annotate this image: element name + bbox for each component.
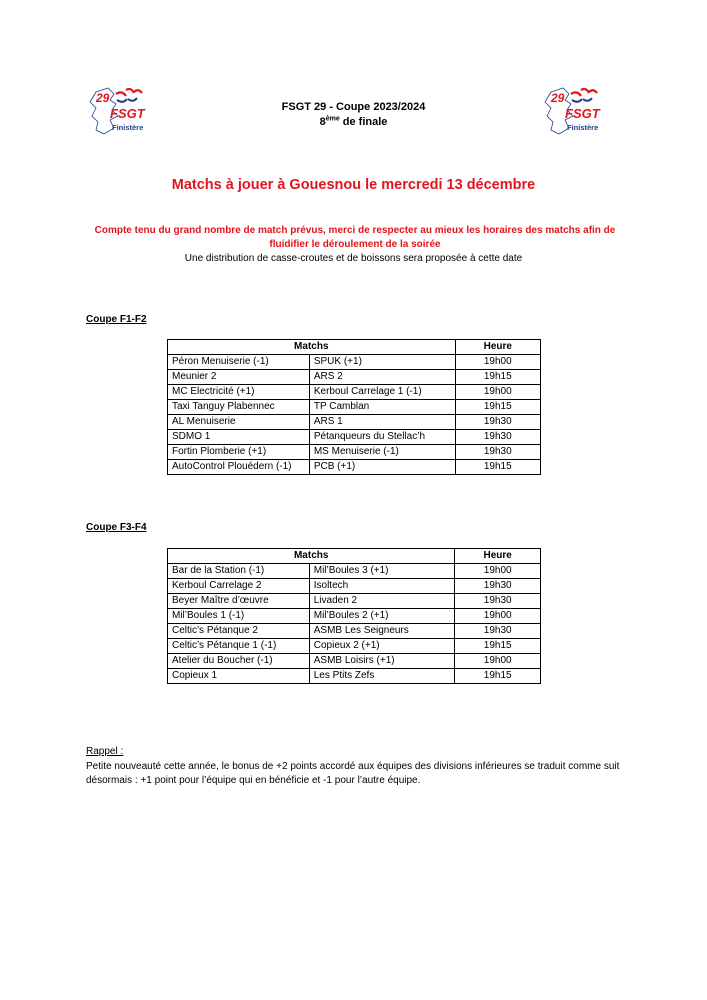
team-away-cell: Mil’Boules 2 (+1): [309, 609, 455, 624]
time-cell: 19h30: [455, 579, 541, 594]
time-cell: 19h30: [455, 445, 540, 460]
cup-f1-f2-table: [167, 339, 541, 475]
team-away-cell: ASMB Les Seigneurs: [309, 624, 455, 639]
table-row: [168, 415, 541, 430]
team-away-cell: Copieux 2 (+1): [309, 639, 455, 654]
team-home-cell: Beyer Maître d’œuvre: [168, 594, 310, 609]
heure-header: Heure: [455, 549, 541, 564]
time-cell: 19h00: [455, 609, 541, 624]
table-row: [168, 400, 541, 415]
team-home-cell: Bar de la Station (-1): [168, 564, 310, 579]
table-row: [168, 564, 541, 579]
team-away-cell: ARS 1: [309, 415, 455, 430]
time-cell: 19h00: [455, 654, 541, 669]
table-row: [168, 594, 541, 609]
table-row: [168, 370, 541, 385]
time-cell: 19h30: [455, 430, 540, 445]
team-away-cell: Kerboul Carrelage 1 (-1): [309, 385, 455, 400]
table-row: [168, 355, 541, 370]
table-header-row: [168, 549, 541, 564]
table-row: [168, 445, 541, 460]
time-cell: 19h30: [455, 624, 541, 639]
reminder-text: Petite nouveauté cette année, le bonus de +2 points accordé aux équipes des divisions inférieures se traduit comme suit désormais : +1 point pour l’équipe qui en bénéficie et -1 pour l’autre équipe.: [86, 760, 620, 786]
heure-header: Heure: [455, 340, 540, 355]
team-home-cell: Celtic’s Pétanque 2: [168, 624, 310, 639]
reminder-block: [86, 745, 626, 789]
table-row: [168, 654, 541, 669]
svg-text:FSGT: FSGT: [110, 106, 145, 121]
cup-f1-f2-title: Coupe F1-F2: [86, 314, 147, 325]
team-home-cell: Péron Menuiserie (-1): [168, 355, 310, 370]
food-note: Une distribution de casse-croutes et de boissons sera proposée à cette date: [184, 253, 523, 264]
svg-text:Finistère: Finistère: [112, 123, 144, 132]
svg-text:29: 29: [551, 91, 565, 105]
time-cell: 19h15: [455, 639, 541, 654]
team-home-cell: Taxi Tanguy Plabennec: [168, 400, 310, 415]
team-away-cell: SPUK (+1): [309, 355, 455, 370]
team-home-cell: Celtic’s Pétanque 1 (-1): [168, 639, 310, 654]
team-away-cell: ASMB Loisirs (+1): [309, 654, 455, 669]
header-title: FSGT 29 - Coupe 2023/2024: [281, 101, 426, 113]
team-away-cell: TP Camblan: [309, 400, 455, 415]
round-label: de finale: [339, 116, 388, 128]
team-home-cell: MC Electricité (+1): [168, 385, 310, 400]
table-row: [168, 579, 541, 594]
round-superscript: ème: [325, 115, 340, 123]
table-row: [168, 385, 541, 400]
cup-f3-f4-title: Coupe F3-F4: [86, 522, 147, 533]
team-away-cell: Mil’Boules 3 (+1): [309, 564, 455, 579]
matchs-header: Matchs: [168, 549, 455, 564]
table-row: [168, 430, 541, 445]
team-home-cell: SDMO 1: [168, 430, 310, 445]
time-cell: 19h30: [455, 415, 540, 430]
time-cell: 19h30: [455, 594, 541, 609]
team-away-cell: PCB (+1): [309, 460, 455, 475]
matchs-header: Matchs: [168, 340, 456, 355]
header-round: [200, 115, 507, 130]
time-cell: 19h15: [455, 460, 540, 475]
time-cell: 19h00: [455, 564, 541, 579]
cup-f3-f4-rows: [168, 564, 541, 684]
schedule-notice: Compte tenu du grand nombre de match prévus, merci de respecter au mieux les horaires des matchs afin de fluidifier le déroulement de la soirée: [94, 225, 616, 250]
team-home-cell: Kerboul Carrelage 2: [168, 579, 310, 594]
table-row: [168, 624, 541, 639]
team-home-cell: Mil’Boules 1 (-1): [168, 609, 310, 624]
team-away-cell: Isoltech: [309, 579, 455, 594]
team-home-cell: AutoControl Plouédern (-1): [168, 460, 310, 475]
table-row: [168, 460, 541, 475]
time-cell: 19h15: [455, 370, 540, 385]
team-away-cell: Les Ptits Zefs: [309, 669, 455, 684]
svg-text:FSGT: FSGT: [565, 106, 600, 121]
svg-text:29: 29: [96, 91, 110, 105]
table-row: [168, 609, 541, 624]
team-away-cell: ARS 2: [309, 370, 455, 385]
time-cell: 19h15: [455, 400, 540, 415]
table-row: [168, 669, 541, 684]
team-home-cell: Meunier 2: [168, 370, 310, 385]
round-number: 8: [319, 116, 326, 128]
table-header-row: [168, 340, 541, 355]
team-away-cell: Livaden 2: [309, 594, 455, 609]
time-cell: 19h00: [455, 385, 540, 400]
team-home-cell: Fortin Plomberie (+1): [168, 445, 310, 460]
svg-text:Finistère: Finistère: [567, 123, 599, 132]
fsgt-logo-right: [541, 86, 605, 138]
table-row: [168, 639, 541, 654]
time-cell: 19h00: [455, 355, 540, 370]
team-home-cell: Copieux 1: [168, 669, 310, 684]
time-cell: 19h15: [455, 669, 541, 684]
cup-f3-f4-table: [167, 548, 541, 684]
document-header: [200, 100, 507, 130]
team-away-cell: MS Menuiserie (-1): [309, 445, 455, 460]
team-home-cell: AL Menuiserie: [168, 415, 310, 430]
fsgt-logo-left: [86, 86, 150, 138]
main-title: Matchs à jouer à Gouesnou le mercredi 13 décembre: [171, 177, 536, 193]
cup-f1-f2-rows: [168, 355, 541, 475]
team-home-cell: Atelier du Boucher (-1): [168, 654, 310, 669]
reminder-title: Rappel :: [86, 746, 124, 757]
team-away-cell: Pétanqueurs du Stellac’h: [309, 430, 455, 445]
